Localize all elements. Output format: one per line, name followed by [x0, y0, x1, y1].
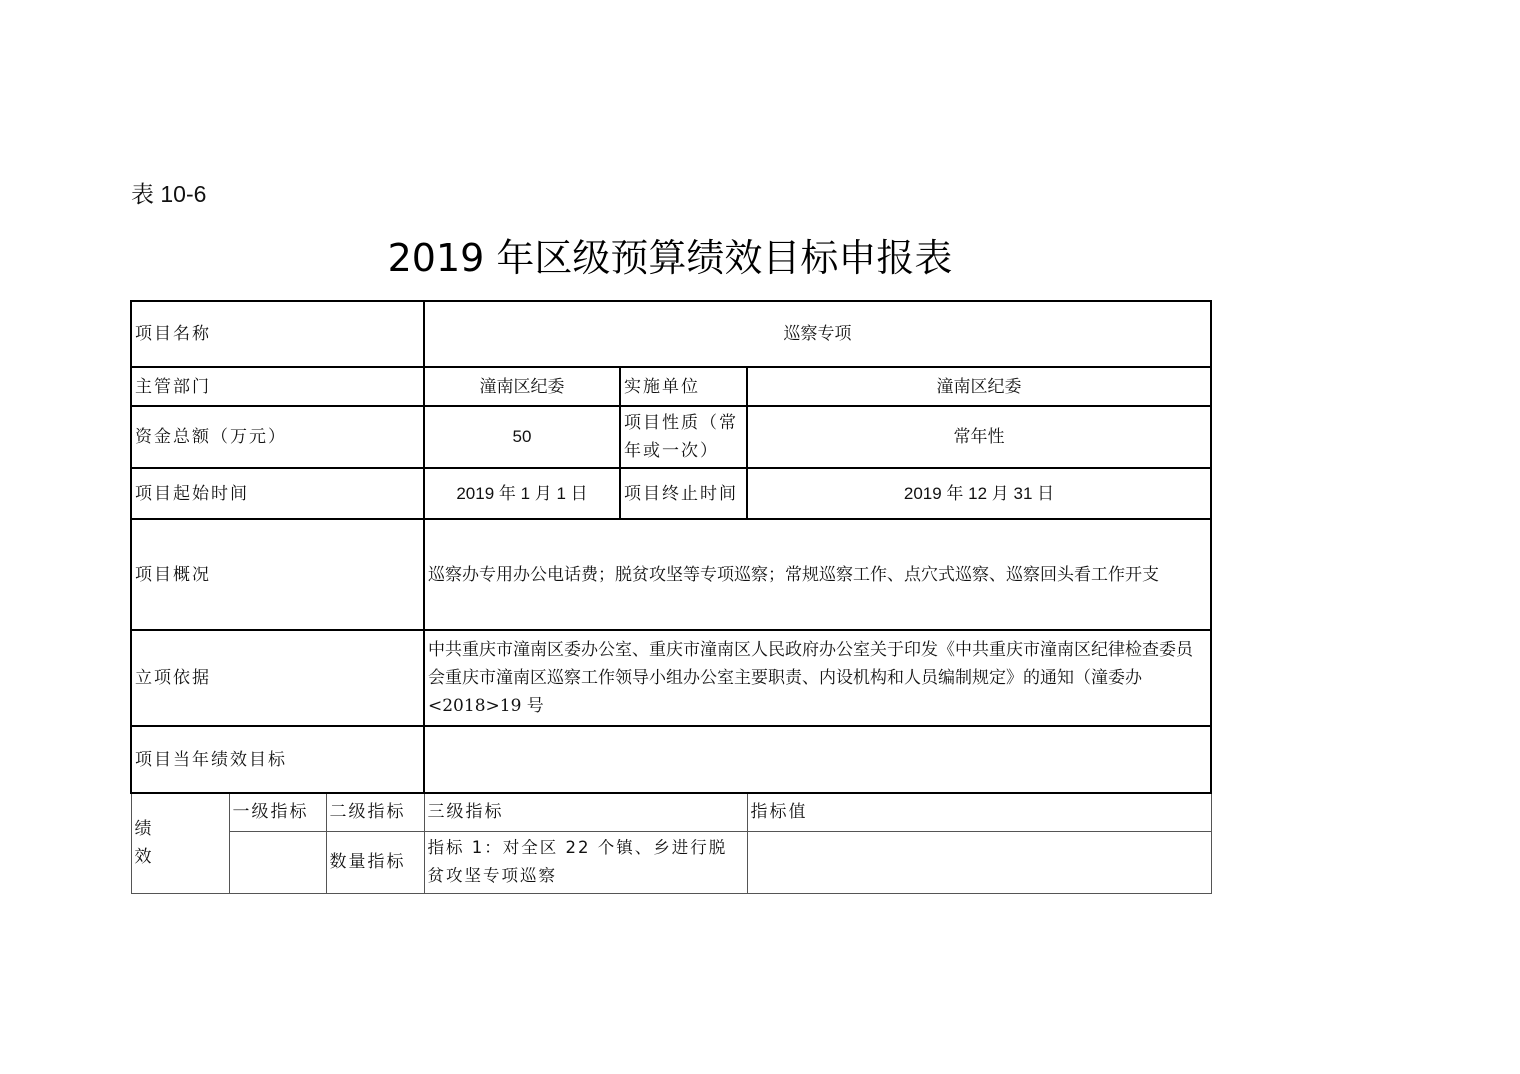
- indicator-level3-cell: 指标 1：对全区 22 个镇、乡进行脱贫攻坚专项巡察: [424, 831, 747, 893]
- overview-label: 项目概况: [131, 519, 424, 630]
- indicator-level1-cell: [229, 831, 326, 893]
- performance-side-label: 绩效: [131, 793, 229, 893]
- dept-label: 主管部门: [131, 367, 424, 406]
- indicator-level2-cell: 数量指标: [326, 831, 424, 893]
- basis-label: 立项依据: [131, 630, 424, 726]
- level2-header: 二级指标: [326, 793, 424, 831]
- annual-goal-value: [424, 726, 1211, 793]
- basis-value: 中共重庆市潼南区委办公室、重庆市潼南区人民政府办公室关于印发《中共重庆市潼南区纪律检查委员会重庆市潼南区巡察工作领导小组办公室主要职责、内设机构和人员编制规定》的通知（潼委办<2018>19 号: [424, 630, 1211, 726]
- end-time-value: 2019 年 12 月 31 日: [747, 468, 1211, 519]
- indicator-value-header: 指标值: [747, 793, 1211, 831]
- budget-performance-form: [130, 300, 1212, 894]
- project-name-value: 巡察专项: [424, 301, 1211, 367]
- impl-unit-label: 实施单位: [620, 367, 747, 406]
- project-nature-value: 常年性: [747, 406, 1211, 468]
- dept-value: 潼南区纪委: [424, 367, 620, 406]
- project-name-label: 项目名称: [131, 301, 424, 367]
- department-row: [131, 367, 1211, 406]
- end-time-label: 项目终止时间: [620, 468, 747, 519]
- indicator-row: [131, 831, 1211, 893]
- indicator-value-cell: [747, 831, 1211, 893]
- indicator-header-row: [131, 793, 1211, 831]
- funds-label: 资金总额（万元）: [131, 406, 424, 468]
- overview-value: 巡察办专用办公电话费；脱贫攻坚等专项巡察；常规巡察工作、点穴式巡察、巡察回头看工作开支: [424, 519, 1211, 630]
- start-time-value: 2019 年 1 月 1 日: [424, 468, 620, 519]
- form-title: 2019 年区级预算绩效目标申报表: [387, 236, 953, 280]
- table-number-label: 表 10-6: [131, 181, 207, 207]
- level3-header: 三级指标: [424, 793, 747, 831]
- overview-row: [131, 519, 1211, 630]
- funds-row: [131, 406, 1211, 468]
- basis-row: [131, 630, 1211, 726]
- impl-unit-value: 潼南区纪委: [747, 367, 1211, 406]
- time-row: [131, 468, 1211, 519]
- annual-goal-label: 项目当年绩效目标: [131, 726, 424, 793]
- start-time-label: 项目起始时间: [131, 468, 424, 519]
- project-name-row: [131, 301, 1211, 367]
- level1-header: 一级指标: [229, 793, 326, 831]
- project-nature-label: 项目性质（常年或一次）: [620, 406, 747, 468]
- funds-value: 50: [424, 406, 620, 468]
- annual-goal-row: [131, 726, 1211, 793]
